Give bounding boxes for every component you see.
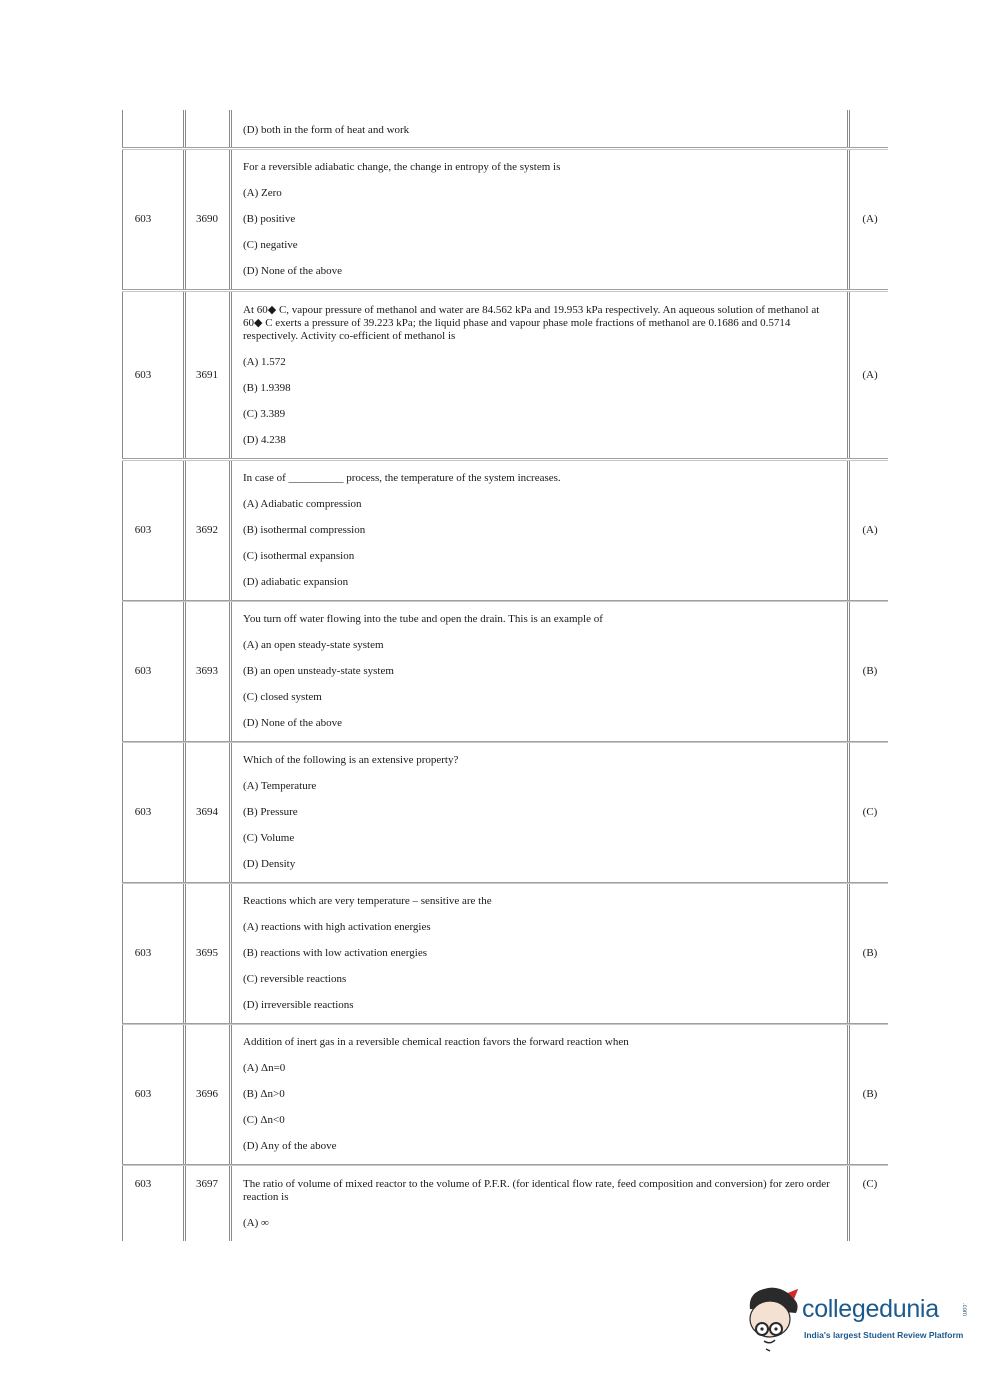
option-c: (C) 3.389 <box>243 408 286 420</box>
answer: (A) <box>862 524 878 536</box>
answer: (B) <box>862 947 878 959</box>
option-a: (A) ∞ <box>243 1217 269 1229</box>
table-row <box>122 742 888 883</box>
answer: (A) <box>862 213 878 225</box>
subject-code: 603 <box>134 369 152 381</box>
subject-code: 603 <box>134 806 152 818</box>
option-d: (D) Density <box>243 858 296 870</box>
option-c: (C) isothermal expansion <box>243 550 355 562</box>
question-body <box>243 304 833 447</box>
question-number: 3697 <box>196 1178 218 1190</box>
question-text: Reactions which are very temperature – sensitive are the <box>243 895 492 907</box>
option-a: (A) reactions with high activation energies <box>243 921 431 933</box>
option-a: (A) Δn=0 <box>243 1062 286 1074</box>
option-d: (D) None of the above <box>243 265 342 277</box>
table-row <box>122 149 888 290</box>
question-text: For a reversible adiabatic change, the change in entropy of the system is <box>243 161 561 173</box>
option-a: (A) Temperature <box>243 780 317 792</box>
question-body <box>243 124 833 137</box>
question-body <box>243 472 833 589</box>
table-row <box>122 883 888 1024</box>
option-a: (A) Zero <box>243 187 282 199</box>
answer: (A) <box>862 369 878 381</box>
option-d: (D) 4.238 <box>243 434 286 446</box>
table-row <box>122 1024 888 1165</box>
question-text: You turn off water flowing into the tube and open the drain. This is an example of <box>243 613 603 625</box>
answer: (B) <box>862 1088 878 1100</box>
question-body <box>243 754 833 871</box>
subject-code: 603 <box>134 665 152 677</box>
option-c: (C) negative <box>243 239 298 251</box>
option-c: (C) reversible reactions <box>243 973 347 985</box>
question-number: 3692 <box>196 524 218 536</box>
question-text: In case of __________ process, the temperature of the system increases. <box>243 472 561 484</box>
answer: (C) <box>862 806 878 818</box>
question-body <box>243 161 833 278</box>
table-row <box>122 291 888 459</box>
option-b: (B) reactions with low activation energies <box>243 947 427 959</box>
collegedunia-logo <box>742 1283 972 1363</box>
table-row <box>122 110 888 148</box>
question-body <box>243 1178 833 1230</box>
question-text: Which of the following is an extensive property? <box>243 754 459 766</box>
option-d: (D) Any of the above <box>243 1140 337 1152</box>
question-text: The ratio of volume of mixed reactor to the volume of P.F.R. (for identical flow rate, feed composition and conversion) for zero order reaction is <box>243 1178 830 1203</box>
brand-name: collegedunia <box>802 1295 939 1323</box>
table-row <box>122 1165 888 1241</box>
option-d: (D) irreversible reactions <box>243 999 354 1011</box>
question-body <box>243 895 833 1012</box>
option-d: (D) adiabatic expansion <box>243 576 349 588</box>
subject-code: 603 <box>134 1178 152 1190</box>
option-a: (A) 1.572 <box>243 356 286 368</box>
mascot-icon <box>742 1283 802 1353</box>
option-b: (B) an open unsteady-state system <box>243 665 394 677</box>
question-number: 3693 <box>196 665 218 677</box>
subject-code: 603 <box>134 947 152 959</box>
answer: (B) <box>862 665 878 677</box>
question-body <box>243 613 833 730</box>
question-body <box>243 1036 833 1153</box>
option-b: (B) isothermal compression <box>243 524 366 536</box>
question-number: 3695 <box>196 947 218 959</box>
option-c: (C) Δn<0 <box>243 1114 285 1126</box>
brand-tagline: India's largest Student Review Platform <box>804 1330 964 1340</box>
question-number: 3691 <box>196 369 218 381</box>
question-text: At 60◆ C, vapour pressure of methanol and water are 84.562 kPa and 19.953 kPa respectively. An aqueous solution of methanol at 60◆ C exerts a pressure of 39.223 kPa; the liquid phase and vapour phase mole fractions of methanol are 0.1686 and 0.5714 respectively. Activity co-efficient of methanol is <box>243 304 820 342</box>
question-number: 3690 <box>196 213 218 225</box>
question-text: Addition of inert gas in a reversible chemical reaction favors the forward reaction when <box>243 1036 629 1048</box>
subject-code: 603 <box>134 524 152 536</box>
question-number: 3696 <box>196 1088 218 1100</box>
option-b: (B) Δn>0 <box>243 1088 285 1100</box>
option-c: (C) closed system <box>243 691 322 703</box>
subject-code: 603 <box>134 213 152 225</box>
table-row <box>122 460 888 601</box>
answer: (C) <box>862 1178 878 1190</box>
question-number: 3694 <box>196 806 218 818</box>
subject-code: 603 <box>134 1088 152 1100</box>
option: (D) both in the form of heat and work <box>243 124 410 136</box>
brand-suffix: .com <box>961 1303 967 1317</box>
option-b: (B) positive <box>243 213 296 225</box>
table-row <box>122 601 888 742</box>
option-c: (C) Volume <box>243 832 295 844</box>
option-b: (B) Pressure <box>243 806 298 818</box>
option-b: (B) 1.9398 <box>243 382 291 394</box>
option-a: (A) an open steady-state system <box>243 639 384 651</box>
option-d: (D) None of the above <box>243 717 342 729</box>
option-a: (A) Adiabatic compression <box>243 498 362 510</box>
